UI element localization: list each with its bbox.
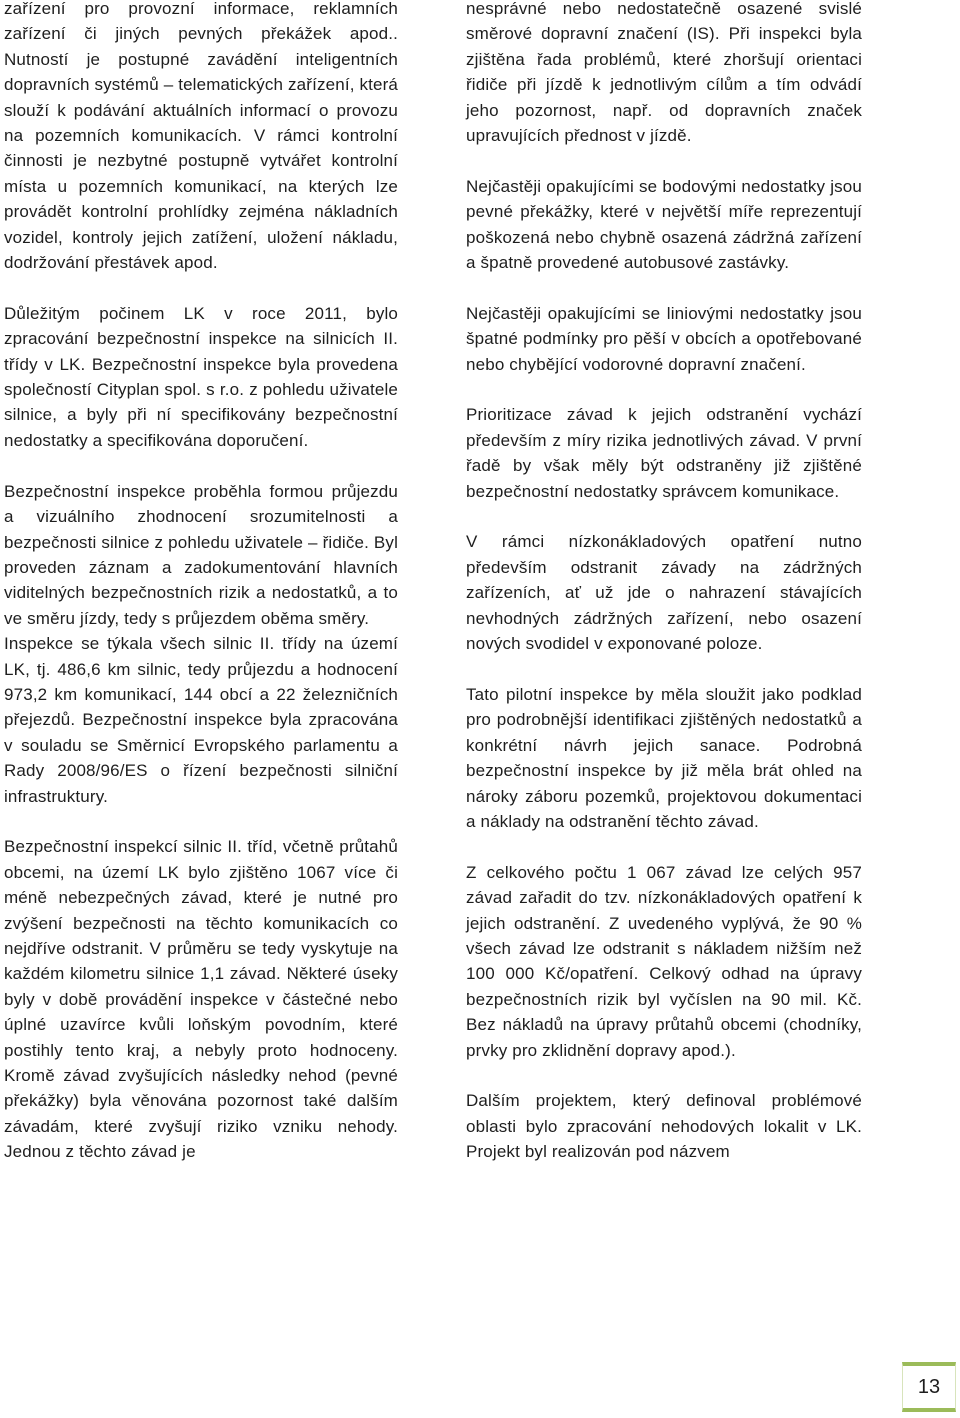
right-column	[466, 0, 862, 1165]
right-paragraph-1: nesprávné nebo nedostatečně osazené svislé směrové dopravní značení (IS). Při inspekci byla zjištěna řada problémů, které zhoršují orientaci řidiče při jízdě k jednotlivým cílům a tím odvádí jeho pozornost, např. od dopravních značek upravujících přednost v jízdě.	[466, 0, 862, 146]
page-number: 13	[902, 1362, 956, 1412]
right-paragraph-5: V rámci nízkonákladových opatření nutno především odstranit závady na zádržných zařízeních, ať už jde o nahrazení stávajících nevhodných zádržných zařízení, nebo osazení nových svodidel v exponované poloze.	[466, 532, 862, 654]
right-paragraph-6: Tato pilotní inspekce by měla sloužit jako podklad pro podrobnější identifikaci zjištěných nedostatků a konkrétní návrh jejich sanace. Podrobná bezpečnostní inspekce by již měla brát ohled na nároky záboru pozemků, projektovou dokumentaci a náklady na odstranění těchto závad.	[466, 684, 862, 831]
right-paragraph-4: Prioritizace závad k jejich odstranění vychází především z míry rizika jednotlivých závad. V první řadě by však měly být odstraněny již zjištěné bezpečnostní nedostatky správcem komunikace.	[466, 405, 862, 501]
left-paragraph-2: Důležitým počinem LK v roce 2011, bylo zpracování bezpečnostní inspekce na silnicích II. třídy v LK. Bezpečnostní inspekce byla provedena společností Cityplan spol. s r.o. z pohledu uživatele silnice, a byly při ní specifikovány bezpečnostní nedostatky a specifikována doporučení.	[4, 303, 398, 450]
left-paragraph-5: Bezpečnostní inspekcí silnic II. tříd, včetně průtahů obcemi, na území LK bylo zjištěno 1067 více či méně nebezpečných závad, které je nutné pro zvýšení bezpečnosti na těchto komunikacích co nejdříve odstranit. V průměru se tedy vyskytuje na každém kilometru silnice 1,1 závad. Některé úseky byly v době provádění inspekce v částečné nebo úplné uzavírce kvůli loňským povodním, které postihly tento kraj, a nebyly proto hodnoceny. Kromě závad zvyšujících následky nehod (pevné překážky) byla věnována pozornost také dalším závadám, které zvyšují riziko vzniku nehody. Jednou z těchto závad je	[4, 837, 398, 1162]
left-paragraph-4: Inspekce se týkala všech silnic II. třídy na území LK, tj. 486,6 km silnic, tedy průjezdu a hodnocení 973,2 km komunikací, 144 obcí a 22 železničních přejezdů. Bezpečnostní inspekce byla zpracována v souladu se Směrnicí Evropského parlamentu a Rady 2008/96/ES o řízení bezpečnosti silniční infrastruktury.	[4, 634, 398, 806]
left-column	[4, 0, 398, 1165]
left-paragraph-1: zařízení pro provozní informace, reklamních zařízení či jiných pevných překážek apod.. Nutností je postupné zavádění inteligentních dopravních systémů – telematických zařízení, která slouží k podávání aktuálních informací o provozu na pozemních komunikacích. V rámci kontrolní činnosti je nezbytné postupně vytvářet kontrolní místa u pozemních komunikací, na kterých lze provádět kontrolní prohlídky zejména nákladních vozidel, kontroly jejich zatížení, uložení nákladu, dodržování přestávek apod.	[4, 0, 398, 273]
left-paragraph-3: Bezpečnostní inspekce proběhla formou průjezdu a vizuálního zhodnocení srozumitelnosti a bezpečnosti silnice z pohledu uživatele – řidiče. Byl proveden záznam a zadokumentování hlavních viditelných bezpečnostních rizik a nedostatků, a to ve směru jízdy, tedy s průjezdem oběma směry.	[4, 481, 398, 628]
right-paragraph-3: Nejčastěji opakujícími se liniovými nedostatky jsou špatné podmínky pro pěší v obcích a opotřebované nebo chybějící vodorovné dopravní značení.	[466, 303, 862, 374]
right-paragraph-8: Dalším projektem, který definoval problémové oblasti bylo zpracování nehodových lokalit v LK. Projekt byl realizován pod názvem	[466, 1091, 862, 1162]
right-paragraph-2: Nejčastěji opakujícími se bodovými nedostatky jsou pevné překážky, které v největší míře reprezentují poškozená nebo chybně osazená zádržná zařízení a špatně provedené autobusové zastávky.	[466, 176, 862, 273]
right-paragraph-7: Z celkového počtu 1 067 závad lze celých 957 závad zařadit do tzv. nízkonákladových opatření k jejich odstranění. Z uvedeného vyplývá, že 90 % všech závad lze odstranit s nákladem nižším než 100 000 Kč/opatření. Celkový odhad na úpravy bezpečnostních rizik byl vyčíslen na 90 mil. Kč. Bez nákladů na úpravy průtahů obcemi (chodníky, prvky pro zklidnění dopravy apod.).	[466, 862, 862, 1060]
